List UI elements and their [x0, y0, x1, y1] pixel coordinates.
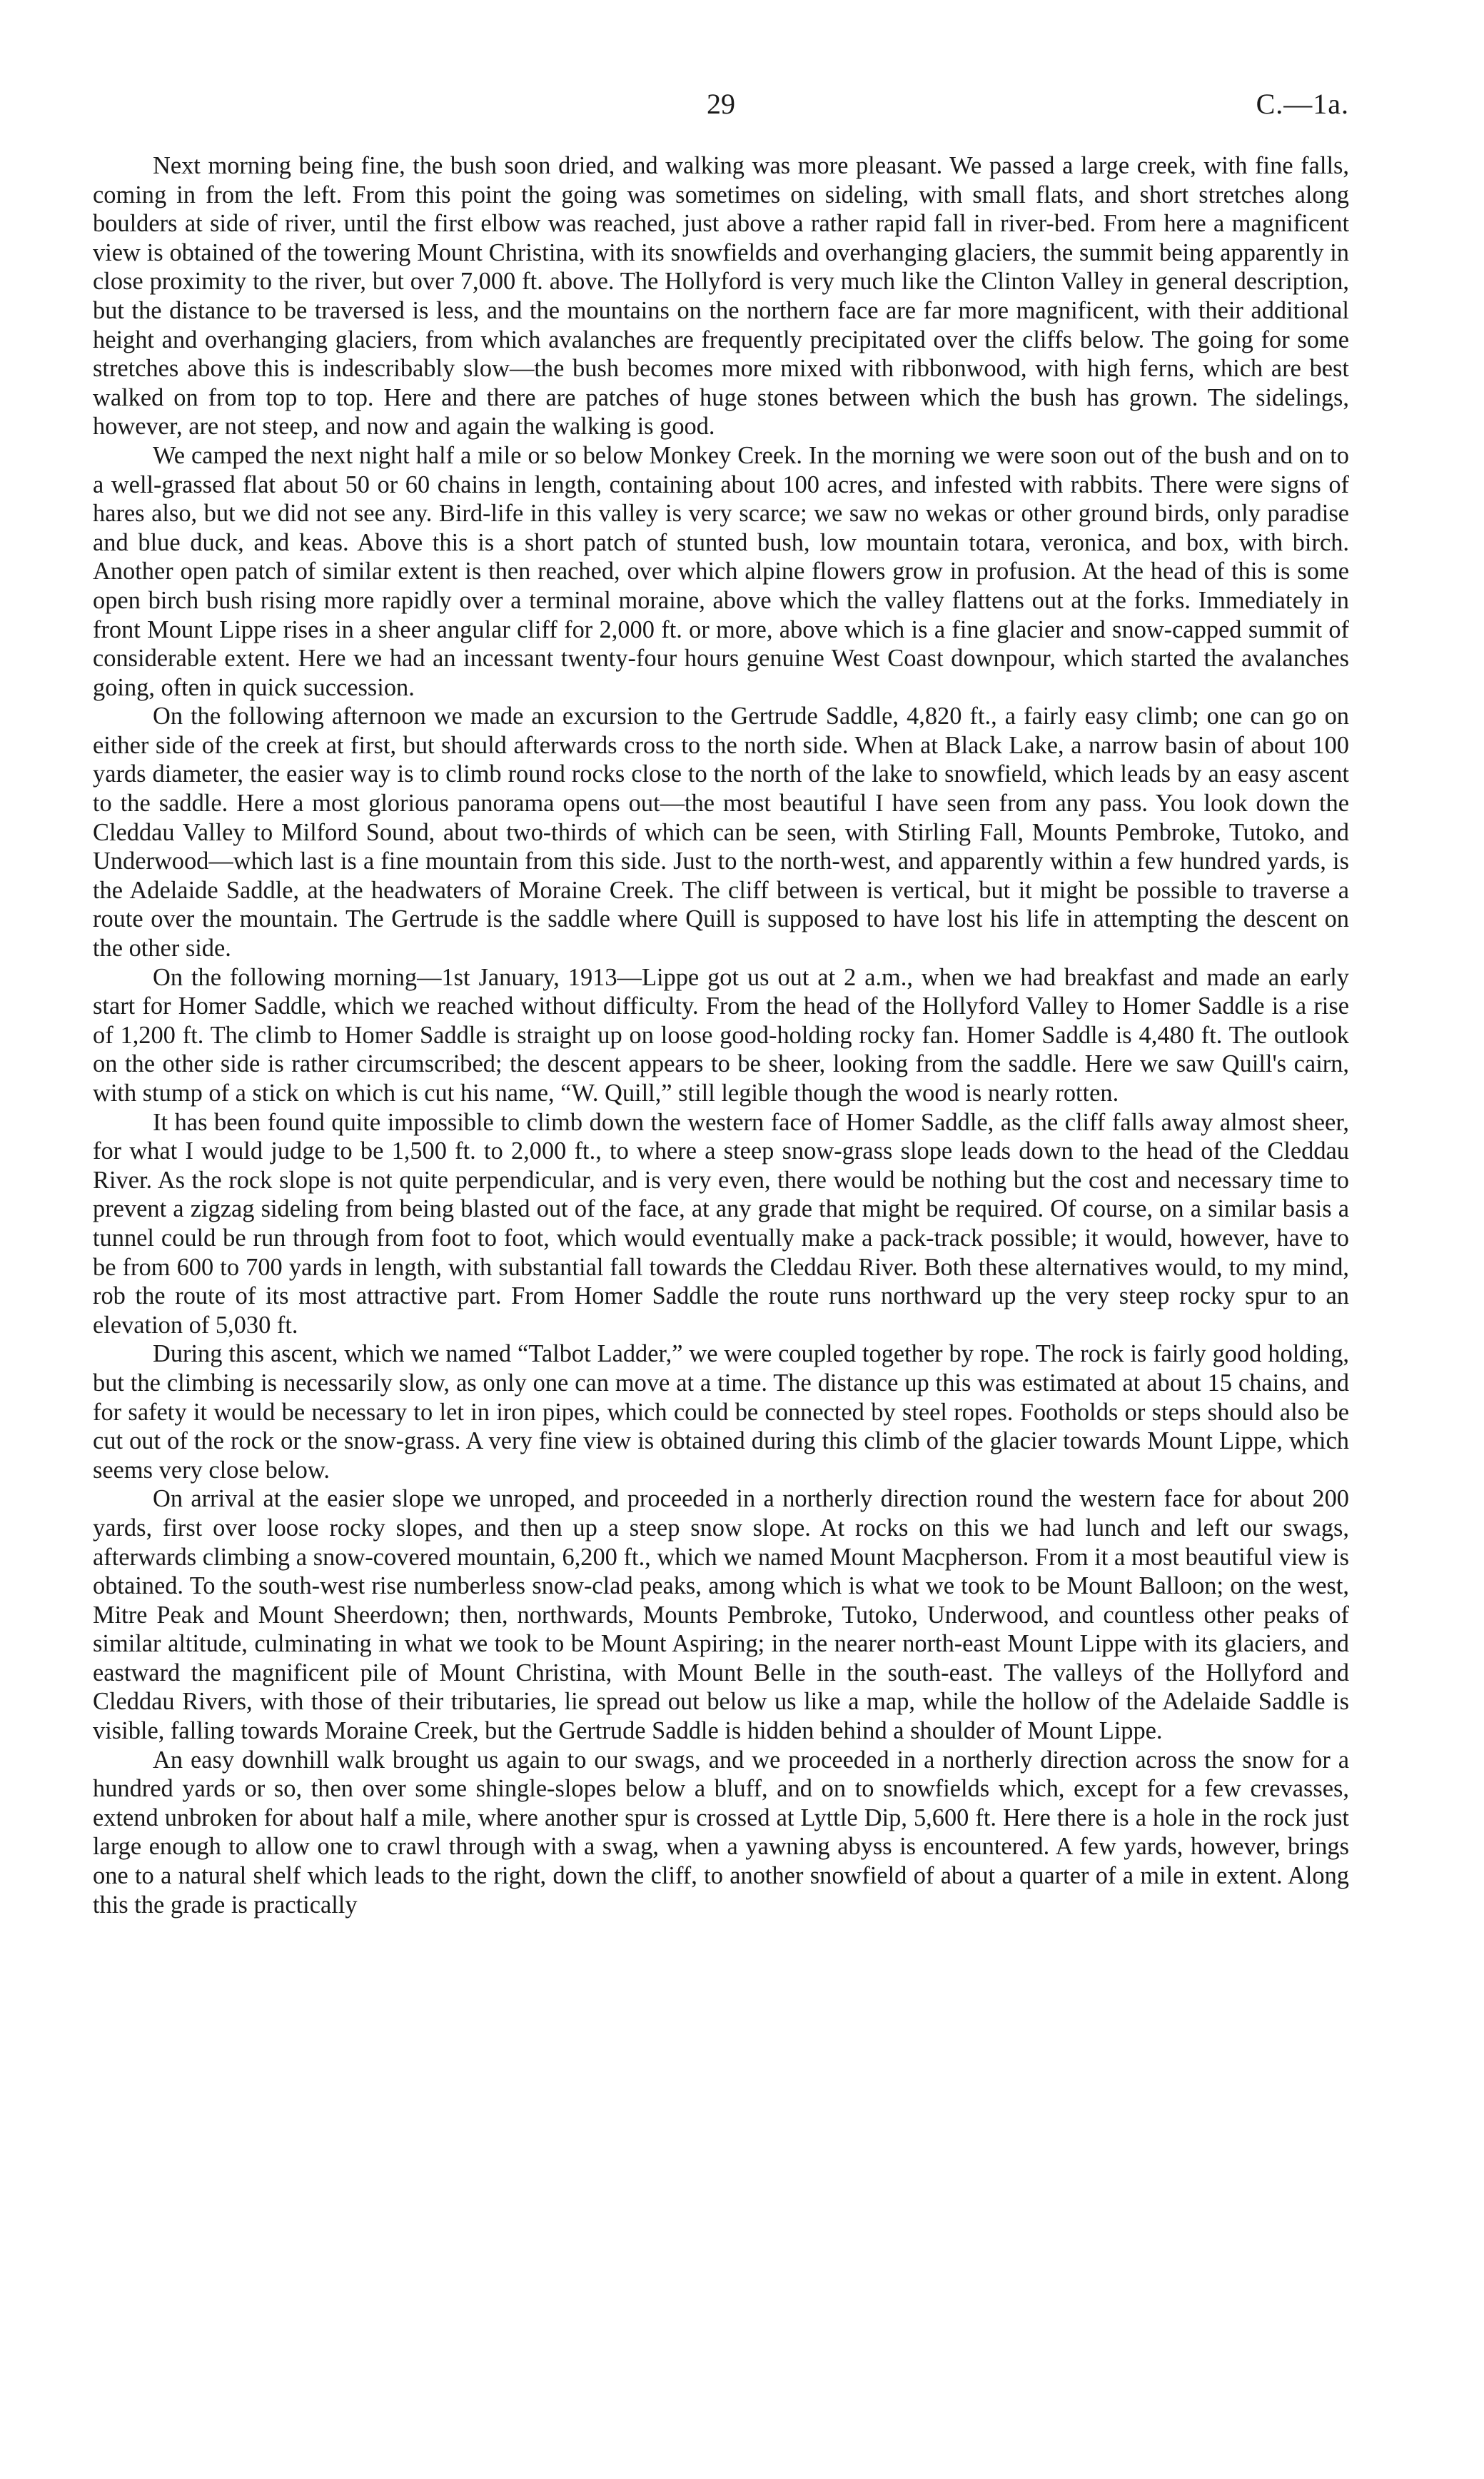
document-reference: C.—1a. [1256, 88, 1349, 120]
paragraph: On arrival at the easier slope we unroped, and proceeded in a northerly direction round the western face for about 200 yards, first over loose rocky slopes, and then up a steep snow slope. At rocks on this we had lunch and left our swags, afterwards climbing a snow-covered mountain, 6,200 ft., which we named Mount Macpherson. From it a most beautiful view is obtained. To the south-west rise numberless snow-clad peaks, among which is what we took to be Mount Balloon; on the west, Mitre Peak and Mount Sheerdown; then, northwards, Mounts Pembroke, Tutoko, Underwood, and countless other peaks of similar altitude, culminating in what we took to be Mount Aspiring; in the nearer north-east Mount Lippe with its glaciers, and eastward the magnificent pile of Mount Christina, with Mount Belle in the south-east. The valleys of the Hollyford and Cleddau Rivers, with those of their tributaries, lie spread out below us like a map, while the hollow of the Adelaide Saddle is visible, falling towards Moraine Creek, but the Gertrude Saddle is hidden behind a shoulder of Mount Lippe. [93, 1485, 1349, 1745]
paragraph: On the following afternoon we made an excursion to the Gertrude Saddle, 4,820 ft., a fairly easy climb; one can go on either side of the creek at first, but should afterwards cross to the north side. When at Black Lake, a narrow basin of about 100 yards diameter, the easier way is to climb round rocks close to the north of the lake to snowfield, which leads by an easy ascent to the saddle. Here a most glorious panorama opens out—the most beautiful I have seen from any pass. You look down the Cleddau Valley to Milford Sound, about two-thirds of which can be seen, with Stirling Fall, Mounts Pembroke, Tutoko, and Underwood—which last is a fine mountain from this side. Just to the north-west, and apparently within a few hundred yards, is the Adelaide Saddle, at the headwaters of Moraine Creek. The cliff between is vertical, but it might be possible to traverse a route over the mountain. The Gertrude is the saddle where Quill is supposed to have lost his life in attempting the descent on the other side. [93, 703, 1349, 962]
paragraph: During this ascent, which we named “Talbot Ladder,” we were coupled together by rope. The rock is fairly good holding, but the climbing is necessarily slow, as only one can move at a time. The distance up this was estimated at about 15 chains, and for safety it would be necessary to let in iron pipes, which could be connected by steel ropes. Footholds or steps should also be cut out of the rock or the snow-grass. A very fine view is obtained during this climb of the glacier towards Mount Lippe, which seems very close below. [93, 1340, 1349, 1484]
page-number: 29 [707, 88, 735, 120]
body-text [93, 151, 1349, 1919]
paragraph: We camped the next night half a mile or so below Monkey Creek. In the morning we were soon out of the bush and on to a well-grassed flat about 50 or 60 chains in length, containing about 100 acres, and infested with rabbits. There were signs of hares also, but we did not see any. Bird-life in this valley is very scarce; we saw no wekas or other ground birds, only paradise and blue duck, and keas. Above this is a short patch of stunted bush, low mountain totara, veronica, and box, with birch. Another open patch of similar extent is then reached, over which alpine flowers grow in profusion. At the head of this is some open birch bush rising more rapidly over a terminal moraine, above which the valley flattens out at the forks. Immediately in front Mount Lippe rises in a sheer angular cliff for 2,000 ft. or more, above which is a fine glacier and snow-capped summit of considerable extent. Here we had an incessant twenty-four hours genuine West Coast downpour, which started the avalanches going, often in quick succession. [93, 441, 1349, 701]
paragraph: On the following morning—1st January, 1913—Lippe got us out at 2 a.m., when we had breakfast and made an early start for Homer Saddle, which we reached without difficulty. From the head of the Hollyford Valley to Homer Saddle is a rise of 1,200 ft. The climb to Homer Saddle is straight up on loose good-holding rocky fan. Homer Saddle is 4,480 ft. The outlook on the other side is rather circumscribed; the descent appears to be sheer, looking from the saddle. Here we saw Quill's cairn, with stump of a stick on which is cut his name, “W. Quill,” still legible though the wood is nearly rotten. [93, 963, 1349, 1107]
paragraph: Next morning being fine, the bush soon dried, and walking was more pleasant. We passed a large creek, with fine falls, coming in from the left. From this point the going was sometimes on sideling, with small flats, and short stretches along boulders at side of river, until the first elbow was reached, just above a rather rapid fall in river-bed. From here a magnificent view is obtained of the towering Mount Christina, with its snowfields and overhanging glaciers, the summit being apparently in close proximity to the river, but over 7,000 ft. above. The Hollyford is very much like the Clinton Valley in general description, but the distance to be traversed is less, and the mountains on the northern face are far more magnificent, with their additional height and overhanging glaciers, from which avalanches are frequently precipitated over the cliffs below. The going for some stretches above this is indescribably slow—the bush becomes more mixed with ribbonwood, with high ferns, which are best walked on from top to top. Here and there are patches of huge stones between which the bush has grown. The sidelings, however, are not steep, and now and again the walking is good. [93, 152, 1349, 441]
paragraph: It has been found quite impossible to climb down the western face of Homer Saddle, as the cliff falls away almost sheer, for what I would judge to be 1,500 ft. to 2,000 ft., to where a steep snow-grass slope leads down to the head of the Cleddau River. As the rock slope is not quite perpendicular, and is very even, there would be nothing but the cost and necessary time to prevent a zigzag sideling from being blasted out of the face, at any grade that might be required. Of course, on a similar basis a tunnel could be run through from foot to foot, which would eventually make a pack-track possible; it would, however, have to be from 600 to 700 yards in length, with substantial fall towards the Cleddau River. Both these alternatives would, to my mind, rob the route of its most attractive part. From Homer Saddle the route runs northward up the very steep rocky spur to an elevation of 5,030 ft. [93, 1108, 1349, 1339]
paragraph: An easy downhill walk brought us again to our swags, and we proceeded in a northerly direction across the snow for a hundred yards or so, then over some shingle-slopes below a bluff, and on to snowfields which, except for a few crevasses, extend unbroken for about half a mile, where another spur is crossed at Lyttle Dip, 5,600 ft. Here there is a hole in the rock just large enough to allow one to crawl through with a swag, when a yawning abyss is encountered. A few yards, however, brings one to a natural shelf which leads to the right, down the cliff, to another snowfield of about a quarter of a mile in extent. Along this the grade is practically [93, 1746, 1349, 1919]
page-header [93, 84, 1349, 127]
